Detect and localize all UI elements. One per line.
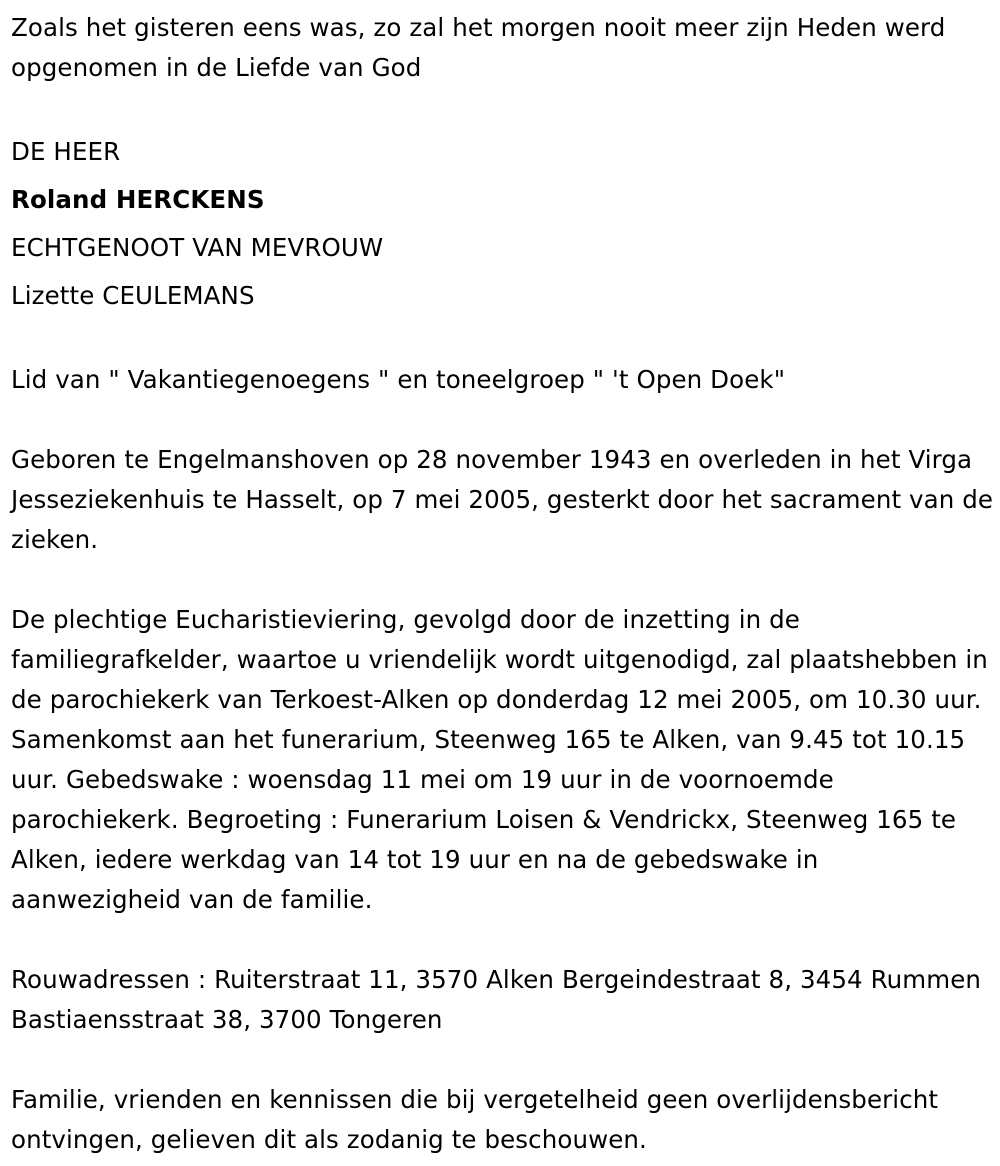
spacer [11, 88, 996, 128]
spacer [11, 560, 996, 600]
spacer [11, 320, 996, 360]
spacer [11, 920, 996, 960]
intro-text: Zoals het gisteren eens was, zo zal het morgen nooit meer zijn Heden werd opgenomen in de Liefde van God [11, 13, 946, 82]
birth-death-text: Geboren te Engelmanshoven op 28 november 1943 en overleden in het Virga Jesseziekenhuis te Hasselt, op 7 mei 2005, gesterkt door het sacrament van de zieken. [11, 445, 994, 554]
spacer [11, 1040, 996, 1080]
obituary-document [11, 8, 996, 1160]
membership-text: Lid van " Vakantiegenoegens " en toneelgroep " 't Open Doek" [11, 365, 786, 394]
spouse-label: ECHTGENOOT VAN MEVROUW [11, 233, 384, 262]
addresses-text: Rouwadressen : Ruiterstraat 11, 3570 Alken Bergeindestraat 8, 3454 Rummen Bastiaensstraat 38, 3700 Tongeren [11, 965, 982, 1034]
ceremony-text: De plechtige Eucharistieviering, gevolgd door de inzetting in de familiegrafkelder, waartoe u vriendelijk wordt uitgenodigd, zal plaatshebben in de parochiekerk van Terkoest-Alken op donderdag 12 mei 2005, om 10.30 uur. Samenkomst aan het funerarium, Steenweg 165 te Alken, van 9.45 tot 10.15 uur. Gebedswake : woensdag 11 mei om 19 uur in de voornoemde parochiekerk. Begroeting : Funerarium Loisen & Vendrickx, Steenweg 165 te Alken, iedere werkdag van 14 tot 19 uur en na de gebedswake in aanwezigheid van de familie. [11, 605, 988, 914]
spouse-name: Lizette CEULEMANS [11, 281, 255, 310]
deceased-name: Roland HERCKENS [11, 185, 265, 214]
closing-text: Familie, vrienden en kennissen die bij vergetelheid geen overlijdensbericht ontvingen, gelieven dit als zodanig te beschouwen. [11, 1085, 939, 1154]
spacer [11, 400, 996, 440]
title-prefix: DE HEER [11, 137, 121, 166]
